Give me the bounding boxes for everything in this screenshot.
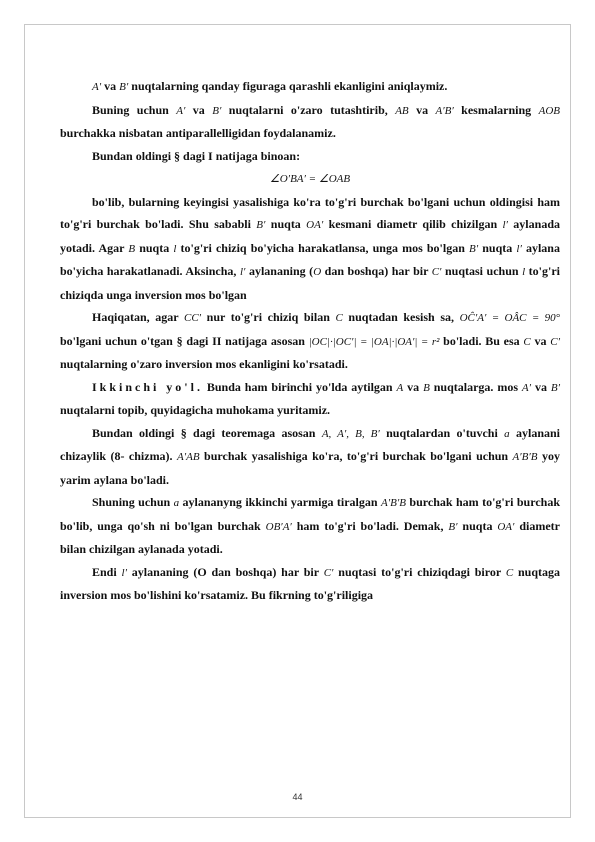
paragraph-6: Ikkinchi yo'l. Bunda ham birinchi yo'lda aytilgan A va B nuqtalarga. mos A′ va B′ nuqtalarni topib, quyidagicha muhokama yuritamiz. (60, 379, 561, 417)
paragraph-5: Haqiqatan, agar CC′ nur to'g'ri chiziq bilan C nuqtadan kesish sa, OĈ′A′ = OÂC = 90° bo'lgani uchun o'tgan § dagi II natijaga asosan |OC|·|OC′| = |OA|·|OA′| = r² bo'ladi. Bu esa C va C′ nuqtalarning o'zaro inversion mos ekanligini ko'rsatadi. (60, 310, 561, 371)
paragraph-8: Shuning uchun a aylananyng ikkinchi yarmiga tiralgan A′B′B burchak ham to'g'ri burchak bo'lib, unga qo'sh ni bo'lgan burchak OB′A′ ham to'g'ri bo'ladi. Demak, B′ nuqta OA′ diametr bilan chizilgan aylanada yotadi. (60, 495, 560, 556)
paragraph-7: Bundan oldingi § dagi teoremaga asosan A, A′, B, B′ nuqtalardan o'tuvchi a aylanani chizaylik (8- chizma). A′AB burchak yasalishiga ko'ra, to'g'ri burchak bo'lgani uchun A′B′B yoy yarim aylana bo'ladi. (60, 425, 561, 487)
equation-1: ∠O′BA′ = ∠OAB (269, 173, 351, 185)
page-number: 44 (292, 792, 303, 802)
paragraph-3: Bundan oldingi § dagi I natijaga binoan: (92, 148, 301, 163)
paragraph-1: A′ va B′ nuqtalarning qanday figuraga qarashli ekanligini aniqlaymiz. (92, 79, 448, 93)
paragraph-9: Endi l′ aylananing (O dan boshqa) har bir C′ nuqtasi to'g'ri chiziqdagi biror C nuqtaga inversion mos bo'lishini ko'rsatamiz. Bu fikrning to'g'riligiga (60, 564, 560, 602)
paragraph-2: Buning uchun A′ va B′ nuqtalarni o'zaro tutashtirib, AB va A′B′ kesmalarning AOB burchakka nisbatan antiparallelligidan foydalanamiz. (60, 102, 560, 140)
page-body (60, 75, 560, 607)
paragraph-4: bo'lib, bularning keyingisi yasalishiga ko'ra to'g'ri burchak bo'lgani uchun oldingisi ham to'g'ri burchak bo'ladi. Shu sababli B′ nuqta OA′ kesmani diametr qilib chizilgan l′ aylanada yotadi. Agar B nuqta l to'g'ri chiziq bo'yicha harakatlansa, unga mos bo'lgan B′ nuqta l′ aylana bo'yicha harakatlanadi. Aksincha, l′ aylananing (O dan boshqa) har bir C′ nuqtasi uchun l to'g'ri chiziqda unga inversion mos bo'lgan (60, 194, 561, 302)
